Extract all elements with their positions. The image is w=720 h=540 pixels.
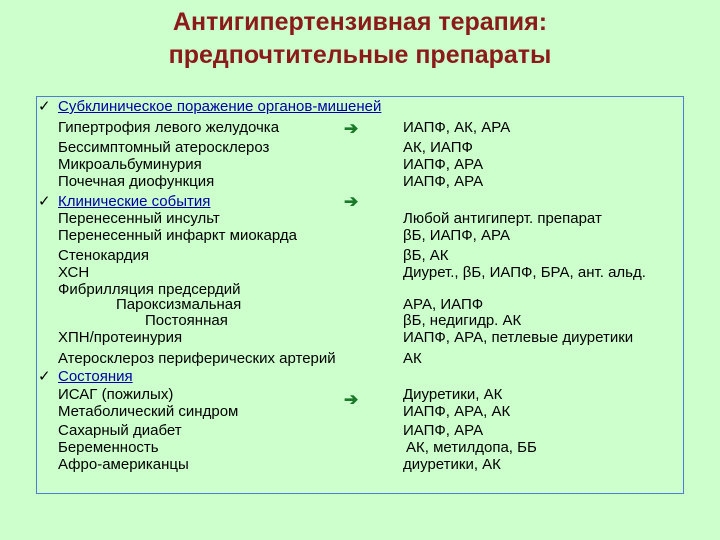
drugs-label: АК, ИАПФ xyxy=(403,139,473,156)
condition-label: Метаболический синдром xyxy=(58,403,239,420)
condition-label: Бессимптомный атеросклероз xyxy=(58,139,270,156)
arrow-right-icon: ➔ xyxy=(344,390,359,409)
drugs-label: βБ, ИАПФ, АРА xyxy=(403,227,510,244)
drugs-label: ИАПФ, АРА, петлевые диуретики xyxy=(403,329,634,346)
checkmark-icon: ✓ xyxy=(38,193,51,210)
drugs-label: ИАПФ, АРА xyxy=(403,173,484,190)
title-line-2: предпочтительные препараты xyxy=(168,41,552,69)
drugs-label: βБ, недигидр. АК xyxy=(403,312,522,329)
drugs-label: АК, метилдопа, ББ xyxy=(406,439,537,456)
drugs-label: ИАПФ, АРА xyxy=(403,422,484,439)
arrow-right-icon: ➔ xyxy=(344,192,359,211)
drugs-label: Любой антигиперт. препарат xyxy=(403,210,602,227)
section-heading-subclinical: Субклиническое поражение органов-мишеней xyxy=(58,98,382,115)
condition-label: Фибрилляция предсердий xyxy=(58,281,241,298)
condition-label: ИСАГ (пожилых) xyxy=(58,386,174,403)
condition-label: Микроальбуминурия xyxy=(58,156,202,173)
section-heading-clinical-events: Клинические события xyxy=(58,193,211,210)
title-line-1: Антигипертензивная терапия: xyxy=(172,8,548,36)
condition-label: ХПН/протеинурия xyxy=(58,329,183,346)
condition-label: Перенесенный инфаркт миокарда xyxy=(58,227,297,244)
condition-label: Гипертрофия левого желудочка xyxy=(58,119,280,136)
condition-sublabel: Пароксизмальная xyxy=(116,296,242,313)
condition-label: Атеросклероз периферических артерий xyxy=(58,350,336,367)
condition-label: Почечная диофункция xyxy=(58,173,215,190)
slide-title xyxy=(0,6,720,72)
condition-label: Сахарный диабет xyxy=(58,422,182,439)
drugs-label: Диурет., βБ, ИАПФ, БРА, ант. альд. xyxy=(403,264,646,281)
drugs-label: ИАПФ, АРА xyxy=(403,156,484,173)
condition-label: Стенокардия xyxy=(58,247,149,264)
arrow-right-icon: ➔ xyxy=(344,119,359,138)
drugs-label: ИАПФ, АРА, АК xyxy=(403,403,511,420)
drugs-label: диуретики, АК xyxy=(403,456,501,473)
condition-label: Афро-американцы xyxy=(58,456,189,473)
drugs-label: βБ, АК xyxy=(403,247,449,264)
drugs-label: АРА, ИАПФ xyxy=(403,296,484,313)
drugs-label: Диуретики, АК xyxy=(403,386,503,403)
drugs-label: ИАПФ, АК, АРА xyxy=(403,119,511,136)
condition-label: ХСН xyxy=(58,264,90,281)
checkmark-icon: ✓ xyxy=(38,368,51,385)
condition-label: Перенесенный инсульт xyxy=(58,210,220,227)
drugs-label: АК xyxy=(403,350,422,367)
section-heading-conditions: Состояния xyxy=(58,368,133,385)
condition-sublabel: Постоянная xyxy=(145,312,228,329)
checkmark-icon: ✓ xyxy=(38,98,51,115)
condition-label: Беременность xyxy=(58,439,159,456)
